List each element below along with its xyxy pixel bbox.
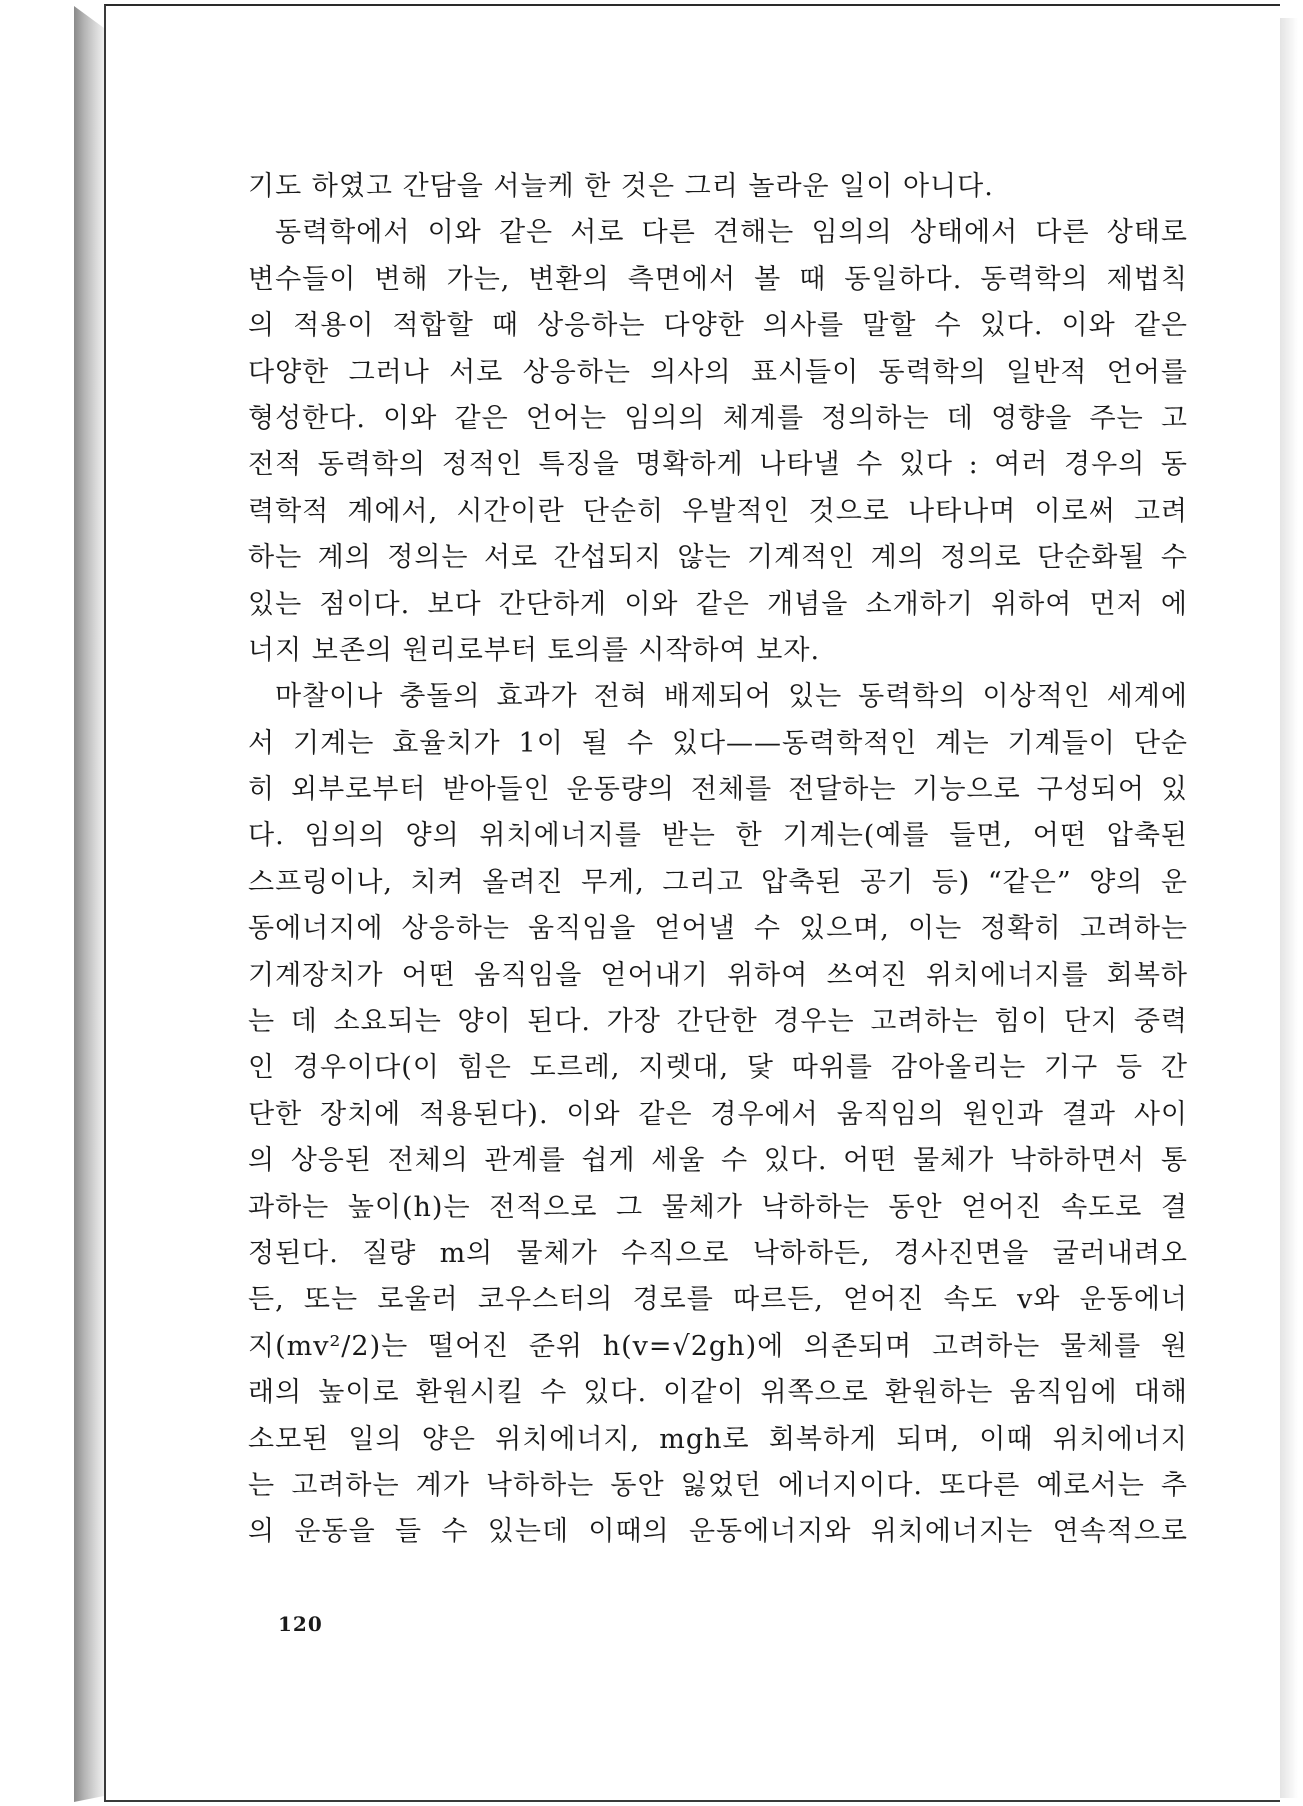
text-line: 의 상응된 전체의 관계를 쉽게 세울 수 있다. 어떤 물체가 낙하하면서 통 (248, 1145, 1188, 1177)
book-spine (74, 6, 104, 1802)
text-line: 마찰이나 충돌의 효과가 전혀 배제되어 있는 동력학의 이상적인 세계에 (275, 681, 1188, 713)
text-line: 지(mv²/2)는 떨어진 준위 h(v=√2gh)에 의존되며 고려하는 물체를 원 (248, 1330, 1188, 1362)
text-line: 든, 또는 로울러 코우스터의 경로를 따르든, 얻어진 속도 v와 운동에너 (248, 1284, 1188, 1316)
text-line: 변수들이 변해 가는, 변환의 측면에서 볼 때 동일하다. 동력학의 제법칙 (248, 263, 1188, 295)
body-text (248, 164, 1188, 1556)
text-line: 인 경우이다(이 힘은 도르레, 지렛대, 닻 따위를 감아올리는 기구 등 간 (248, 1052, 1188, 1084)
text-line: 히 외부로부터 받아들인 운동량의 전체를 전달하는 기능으로 구성되어 있 (248, 774, 1188, 806)
text-line: 력학적 계에서, 시간이란 단순히 우발적인 것으로 나타나며 이로써 고려 (248, 495, 1188, 527)
text-line: 있는 점이다. 보다 간단하게 이와 같은 개념을 소개하기 위하여 먼저 에 (248, 588, 1188, 620)
text-line: 과하는 높이(h)는 전적으로 그 물체가 낙하하는 동안 얻어진 속도로 결 (248, 1191, 1188, 1223)
text-line: 기도 하였고 간담을 서늘케 한 것은 그리 놀라운 일이 아니다. (248, 171, 994, 202)
text-line: 는 데 소요되는 양이 된다. 가장 간단한 경우는 고려하는 힘이 단지 중력 (248, 1006, 1188, 1038)
text-line: 다. 임의의 양의 위치에너지를 받는 한 기계는(예를 들면, 어떤 압축된 (248, 820, 1188, 852)
page-number: 120 (278, 1612, 323, 1636)
text-line: 의 운동을 들 수 있는데 이때의 운동에너지와 위치에너지는 연속적으로 (248, 1516, 1188, 1548)
text-line: 전적 동력학의 정적인 특징을 명확하게 나타낼 수 있다 : 여러 경우의 동 (248, 449, 1188, 481)
text-line: 다양한 그러나 서로 상응하는 의사의 표시들이 동력학의 일반적 언어를 (248, 356, 1188, 388)
text-line: 의 적용이 적합할 때 상응하는 다양한 의사를 말할 수 있다. 이와 같은 (248, 310, 1188, 342)
text-line: 스프링이나, 치켜 올려진 무게, 그리고 압축된 공기 등) “같은” 양의 운 (248, 866, 1188, 898)
text-line: 동력학에서 이와 같은 서로 다른 견해는 임의의 상태에서 다른 상태로 (275, 217, 1188, 249)
text-line: 소모된 일의 양은 위치에너지, mgh로 회복하게 되며, 이때 위치에너지 (248, 1423, 1188, 1455)
text-line: 단한 장치에 적용된다). 이와 같은 경우에서 움직임의 원인과 결과 사이 (248, 1098, 1188, 1130)
text-line: 정된다. 질량 m의 물체가 수직으로 낙하하든, 경사진면을 굴러내려오 (248, 1237, 1188, 1269)
text-line: 하는 계의 정의는 서로 간섭되지 않는 기계적인 계의 정의로 단순화될 수 (248, 542, 1188, 574)
text-line: 너지 보존의 원리로부터 토의를 시작하여 보자. (248, 634, 821, 666)
text-line: 서 기계는 효율치가 1이 될 수 있다——동력학적인 계는 기계들이 단순 (248, 727, 1188, 759)
text-line: 형성한다. 이와 같은 언어는 임의의 체계를 정의하는 데 영향을 주는 고 (248, 402, 1188, 434)
text-line: 기계장치가 어떤 움직임을 얻어내기 위하여 쓰여진 위치에너지를 회복하 (248, 959, 1188, 991)
text-line: 는 고려하는 계가 낙하하는 동안 잃었던 에너지이다. 또다른 예로서는 추 (248, 1469, 1188, 1501)
text-line: 동에너지에 상응하는 움직임을 얻어낼 수 있으며, 이는 정확히 고려하는 (248, 913, 1188, 945)
text-line: 래의 높이로 환원시킬 수 있다. 이같이 위쪽으로 환원하는 움직임에 대해 (248, 1377, 1188, 1409)
